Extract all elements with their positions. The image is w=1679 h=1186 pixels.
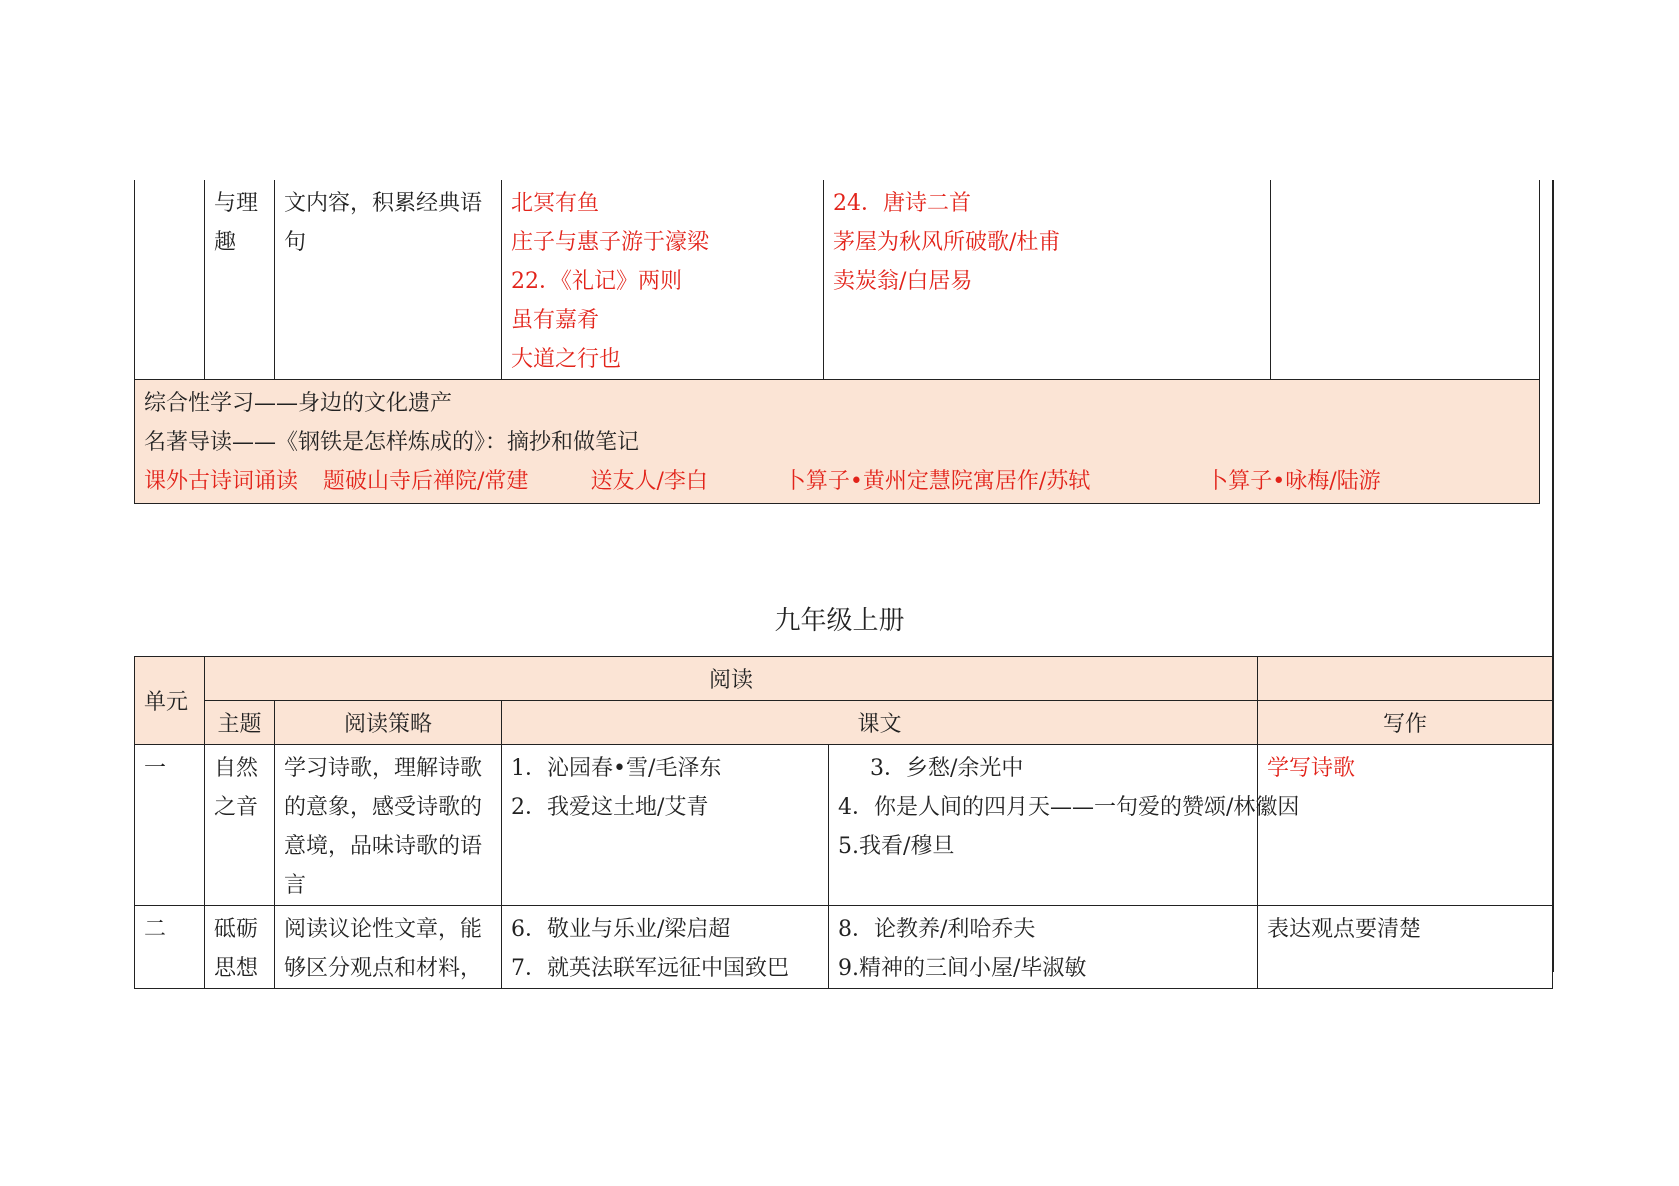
strategy-cell: 文内容，积累经典语句	[275, 180, 502, 380]
texts-cell-a	[502, 745, 829, 906]
table-row	[135, 180, 1540, 380]
text-item: 虽有嘉肴	[511, 308, 600, 333]
writing-header: 写作	[1258, 701, 1553, 745]
poem-item: 卜算子•黄州定慧院寓居作/苏轼	[783, 469, 1091, 494]
strategy-cell: 阅读议论性文章，能够区分观点和材料，	[275, 906, 502, 989]
classic-reading-guide: 名著导读——《钢铁是怎样炼成的》：摘抄和做笔记	[144, 430, 640, 455]
poem-item: 送友人/李白	[590, 469, 708, 494]
extra-activities-cell	[135, 380, 1540, 504]
texts-cell-b	[829, 906, 1258, 989]
extracurricular-poems	[144, 462, 1530, 501]
writing-cell: 表达观点要清楚	[1258, 906, 1553, 989]
text-item: 4．你是人间的四月天——一句爱的赞颂/林徽因	[838, 795, 1300, 820]
unit-header: 单元	[135, 657, 205, 745]
header-row	[135, 657, 1553, 701]
text-item: 7．就英法联军远征中国致巴	[511, 956, 789, 981]
text-item: 1．沁园春•雪/毛泽东	[511, 756, 722, 781]
unit-cell	[135, 180, 205, 380]
unit-cell: 二	[135, 906, 205, 989]
text-item: 3．乡愁/余光中	[870, 756, 1024, 781]
text-item: 庄子与惠子游于濠梁	[511, 230, 710, 255]
grade9-curriculum-table	[134, 656, 1553, 989]
text-item: 卖炭翁/白居易	[833, 269, 973, 294]
texts-cell-a	[502, 180, 824, 380]
table-row	[135, 380, 1540, 504]
text-item: 大道之行也	[511, 347, 622, 372]
text-item: 北冥有鱼	[511, 191, 600, 216]
text-item: 6．敬业与乐业/梁启超	[511, 917, 731, 942]
writing-cell	[1271, 180, 1540, 380]
table-row	[135, 906, 1553, 989]
continued-curriculum-table	[134, 180, 1540, 504]
texts-cell-b	[829, 745, 1300, 906]
text-item: 2．我爱这土地/艾青	[511, 795, 709, 820]
text-item: 茅屋为秋风所破歌/杜甫	[833, 230, 1061, 255]
text-item: 24．唐诗二首	[833, 191, 971, 216]
comprehensive-learning: 综合性学习——身边的文化遗产	[144, 391, 453, 416]
page-title: 九年级上册	[774, 606, 905, 636]
texts-cell-a	[502, 906, 829, 989]
theme-cell: 砥砺思想	[205, 906, 275, 989]
header-row	[135, 701, 1553, 745]
poem-item: 卜算子•咏梅/陆游	[1206, 469, 1381, 494]
texts-header: 课文	[502, 701, 1258, 745]
strategy-header: 阅读策略	[275, 701, 502, 745]
strategy-cell: 学习诗歌，理解诗歌的意象，感受诗歌的意境，品味诗歌的语言	[275, 745, 502, 906]
poem-item: 题破山寺后禅院/常建	[323, 469, 529, 494]
text-item: 8．论教养/利哈乔夫	[838, 917, 1036, 942]
theme-cell: 与理趣	[205, 180, 275, 380]
unit-cell: 一	[135, 745, 205, 906]
reading-header: 阅读	[205, 657, 1258, 701]
theme-header: 主题	[205, 701, 275, 745]
text-item: 9.精神的三间小屋/毕淑敏	[838, 956, 1087, 981]
text-item: 5.我看/穆旦	[838, 834, 955, 859]
writing-cell: 学写诗歌	[1258, 745, 1553, 906]
text-item: 22．《礼记》两则	[511, 269, 682, 294]
header-blank	[1258, 657, 1553, 701]
theme-cell: 自然之音	[205, 745, 275, 906]
poem-section-label: 课外古诗词诵读	[144, 469, 299, 494]
texts-cell-b	[824, 180, 1271, 380]
table-row	[135, 745, 1553, 906]
